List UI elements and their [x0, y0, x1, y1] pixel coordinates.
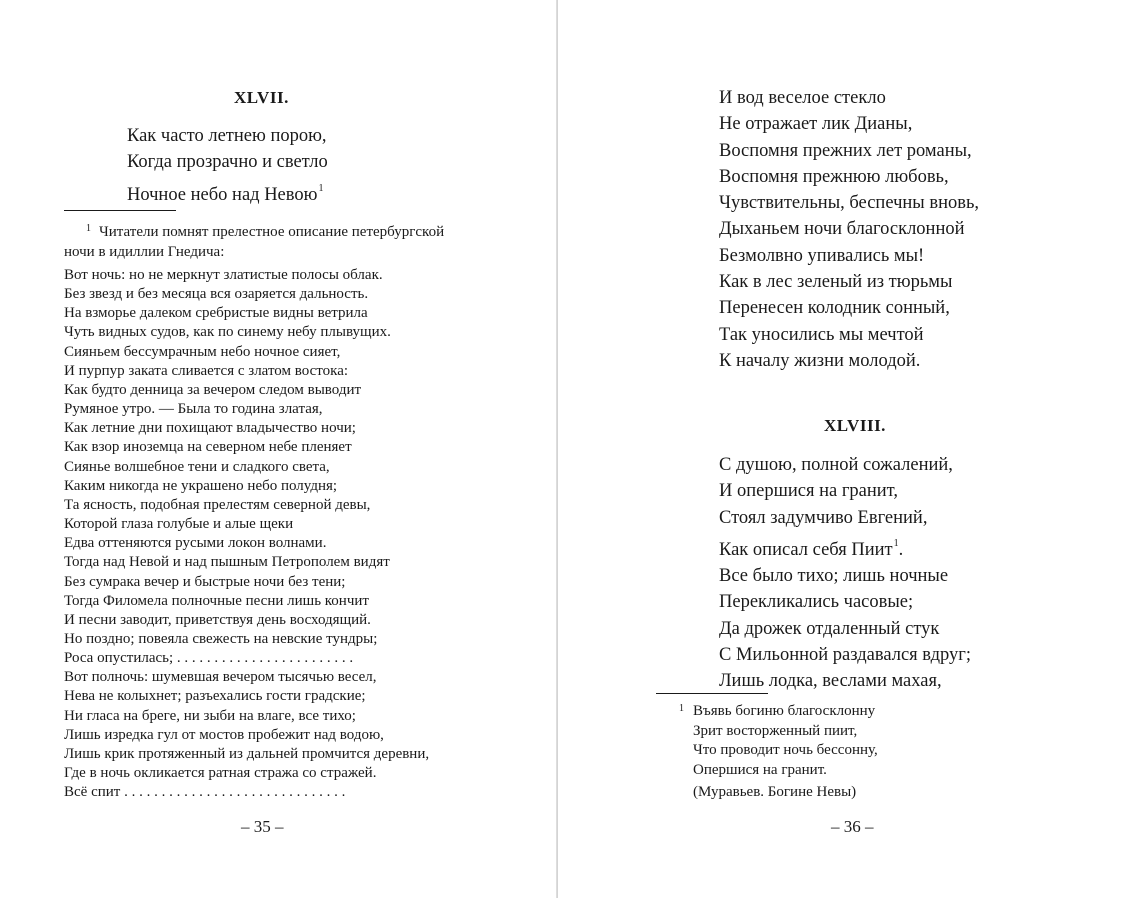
footnote-poem-line: Ни гласа на бреге, ни зыби на влаге, все тихо;	[64, 707, 356, 724]
verse-line: Воспомня прежнюю любовь,	[719, 166, 949, 187]
footnote-poem-line: Лишь изредка гул от мостов пробежит над водою,	[64, 726, 384, 743]
stanza-xlviii-verse	[719, 452, 971, 695]
footnote-poem-line: Тогда Филомела полночные песни лишь кончит	[64, 592, 369, 609]
stanza-xlvii-verse	[127, 123, 328, 208]
footnote-poem-line-text: Въявь богиню благосклонну	[693, 703, 876, 719]
footnote-poem-line: Но поздно; повеяла свежесть на невские тундры;	[64, 630, 378, 647]
footnote-poem-line	[679, 702, 878, 722]
footnote-poem-line: Где в ночь окликается ратная стража со стражей.	[64, 765, 377, 782]
footnote-poem-line: Что проводит ночь бессонну,	[693, 742, 878, 758]
footnote-poem-line: Как будто денница за вечером следом выводит	[64, 381, 362, 398]
verse-line: И опершися на гранит,	[719, 481, 898, 502]
verse-line: С Мильонной раздавался вдруг;	[719, 645, 971, 666]
footnote-poem-line: Тогда над Невой и над пышным Петрополем видят	[64, 554, 390, 571]
footnote-poem-line: Всё спит . . . . . . . . . . . . . . . . . . . . . . . . . . . . . .	[64, 784, 346, 801]
footnote-quoted-poem	[679, 702, 878, 780]
verse-line: С душою, полной сожалений,	[719, 455, 953, 475]
footnote-intro	[64, 219, 464, 262]
footnote-poem-line: Зрит восторженный пиит,	[693, 722, 858, 739]
footnote-poem-line: Чуть видных судов, как по синему небу плывущих.	[64, 324, 391, 341]
footnote-poem-line: Как летние дни похищают владычество ночи;	[64, 420, 356, 437]
verse-line: Чувствительны, беспечны вновь,	[719, 193, 980, 214]
footnote-poem-line: Каким никогда не украшено небо полудня;	[64, 477, 338, 494]
page-number-left: – 35 –	[241, 817, 284, 836]
verse-line: Как в лес зеленый из тюрьмы	[719, 272, 953, 293]
verse-line: Перенесен колодник сонный,	[719, 298, 950, 319]
footnote-poem-line: На взморье далеком сребристые видны ветрила	[64, 305, 368, 322]
verse-line-text: Как описал себя Пиит	[719, 539, 893, 560]
footnote-poem-line: Лишь крик протяженный из дальней промчится деревни,	[64, 745, 430, 762]
verse-line: Как часто летнею порою,	[127, 126, 327, 146]
verse-line: Стоял задумчиво Евгений,	[719, 507, 928, 528]
footnote-poem-line: Без звезд и без месяца вся озаряется дальность.	[64, 286, 369, 303]
verse-line: Перекликались часовые;	[719, 592, 914, 613]
verse-line-text: Ночное небо над Невою	[127, 184, 318, 205]
verse-line: Да дрожек отдаленный стук	[719, 618, 940, 639]
stanza-title-xlvii: XLVII.	[234, 88, 289, 107]
footnote-marker[interactable]: 1	[318, 182, 324, 194]
stanza-title-xlviii: XLVIII.	[824, 416, 886, 435]
footnote-poem-line: И песни заводит, приветствуя день восходящий.	[64, 611, 371, 628]
footnote-poem-line: Роса опустилась; . . . . . . . . . . . . . . . . . . . . . . . .	[64, 650, 354, 667]
footnote-attribution: (Муравьев. Богине Невы)	[693, 784, 857, 800]
footnote-number: 1	[679, 703, 684, 714]
footnote-poem-line: Нева не колыхнет; разъехались гости градские;	[64, 688, 366, 705]
footnote-poem-line: Румяное утро. — Была то година златая,	[64, 401, 323, 418]
verse-line	[719, 531, 971, 563]
verse-line-punctuation: .	[898, 539, 904, 560]
verse-line: Лишь лодка, веслами махая,	[719, 671, 942, 692]
footnote-poem-line: Сиянье волшебное тени и сладкого света,	[64, 458, 330, 475]
footnote-poem-line: Вот ночь: но не меркнут златистые полосы облак.	[64, 267, 383, 283]
footnote-poem-line: Вот полночь: шумевшая вечером тысячью весел,	[64, 669, 377, 686]
footnote-divider	[64, 210, 176, 211]
footnote-intro-text: Читатели помнят прелестное описание петербургской ночи в идиллии Гнедича:	[64, 224, 445, 260]
footnote-divider	[656, 693, 768, 694]
verse-line: Не отражает лик Дианы,	[719, 114, 913, 135]
footnote-poem-line: Как взор иноземца на северном небе пленяет	[64, 439, 352, 456]
verse-line: Все было тихо; лишь ночные	[719, 566, 949, 587]
page-number-right: – 36 –	[831, 817, 874, 836]
verse-line: Дыханьем ночи благосклонной	[719, 219, 965, 240]
verse-line: Воспомня прежних лет романы,	[719, 140, 972, 161]
verse-line: И вод веселое стекло	[719, 88, 886, 108]
verse-line: К началу жизни молодой.	[719, 350, 921, 371]
stanza-xlvii-continuation	[719, 85, 979, 374]
footnote-poem-line: Без сумрака вечер и быстрые ночи без тени;	[64, 573, 346, 590]
footnote-poem-line: Едва оттеняются русыми локон волнами.	[64, 535, 327, 552]
footnote-poem-line: Сияньем бессумрачным небо ночное сияет,	[64, 343, 341, 360]
verse-line: Так уносились мы мечтой	[719, 324, 924, 345]
footnote-number: 1	[86, 223, 91, 234]
footnote-poem-line: Та ясность, подобная прелестям северной девы,	[64, 496, 371, 513]
footnote-poem-line: Опершися на гранит.	[693, 761, 827, 778]
footnote-quoted-poem	[64, 266, 429, 802]
verse-line	[127, 176, 328, 208]
footnote-poem-line: Которой глаза голубые и алые щеки	[64, 516, 294, 533]
verse-line: Когда прозрачно и светло	[127, 152, 328, 173]
footnote-poem-line: И пурпур заката сливается с златом востока:	[64, 362, 349, 379]
footnote-marker[interactable]: 1	[893, 537, 899, 549]
verse-line: Безмолвно упивались мы!	[719, 245, 925, 266]
